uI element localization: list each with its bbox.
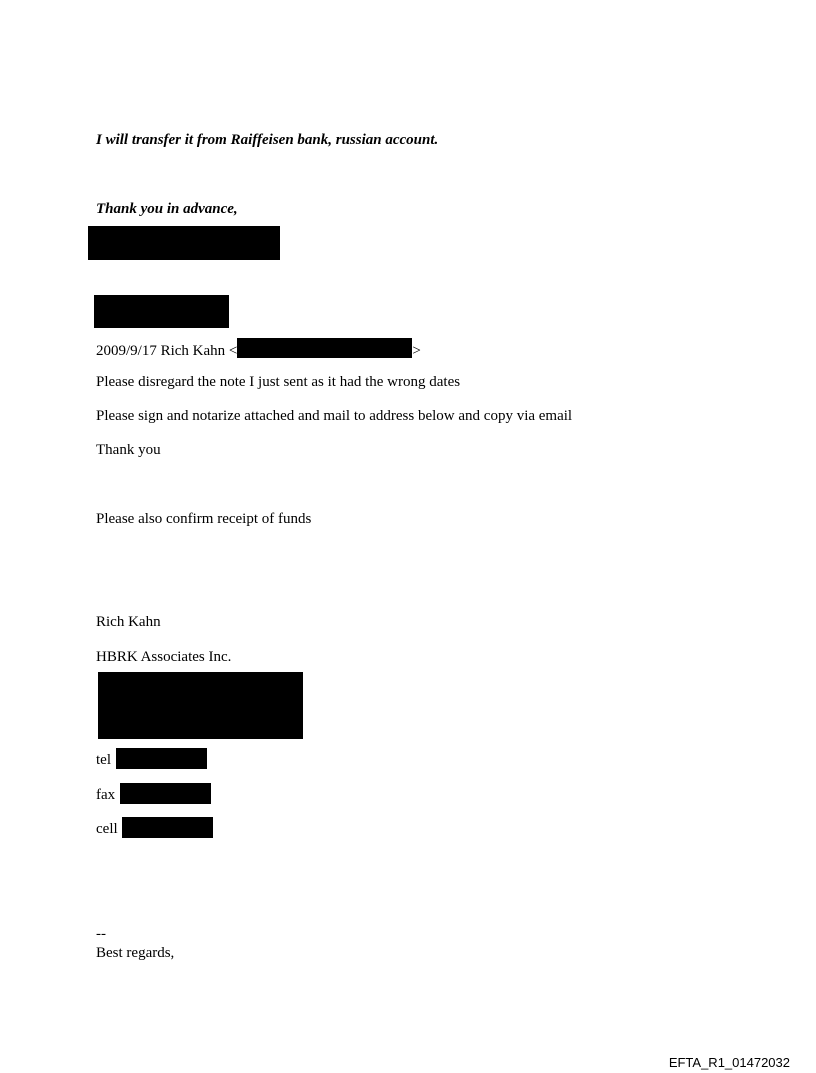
redaction-block-address bbox=[98, 672, 303, 739]
document-id-footer: EFTA_R1_01472032 bbox=[668, 1055, 790, 1070]
body-line-disregard: Please disregard the note I just sent as it had the wrong dates bbox=[96, 374, 461, 390]
signature-tel bbox=[96, 751, 111, 769]
signature-separator: -- bbox=[96, 926, 106, 942]
body-line-confirm-funds: Please also confirm receipt of funds bbox=[96, 511, 312, 527]
redaction-cell-number bbox=[122, 817, 213, 838]
redaction-block-sender-name bbox=[88, 226, 280, 260]
signature-cell bbox=[96, 820, 118, 838]
redaction-block-sender-signature bbox=[94, 295, 229, 328]
quoted-header bbox=[96, 338, 421, 360]
signature-name: Rich Kahn bbox=[96, 614, 161, 630]
thanks-in-advance: Thank you in advance, bbox=[96, 201, 238, 217]
redaction-fax-number bbox=[120, 783, 211, 804]
tel-label: tel bbox=[96, 752, 111, 768]
closing-best-regards: Best regards, bbox=[96, 945, 175, 961]
quoted-date-sender: 2009/9/17 Rich Kahn < bbox=[96, 343, 238, 359]
redaction-tel-number bbox=[116, 748, 207, 769]
quoted-closing-bracket: > bbox=[412, 343, 421, 359]
signature-company: HBRK Associates Inc. bbox=[96, 649, 232, 665]
body-line-sign-notarize: Please sign and notarize attached and mail to address below and copy via email bbox=[96, 408, 573, 424]
body-line-thank-you: Thank you bbox=[96, 442, 161, 458]
fax-label: fax bbox=[96, 787, 116, 803]
transfer-statement: I will transfer it from Raiffeisen bank, russian account. bbox=[96, 132, 439, 148]
signature-fax bbox=[96, 786, 115, 804]
cell-label: cell bbox=[96, 821, 118, 837]
redaction-email-address bbox=[237, 338, 412, 358]
